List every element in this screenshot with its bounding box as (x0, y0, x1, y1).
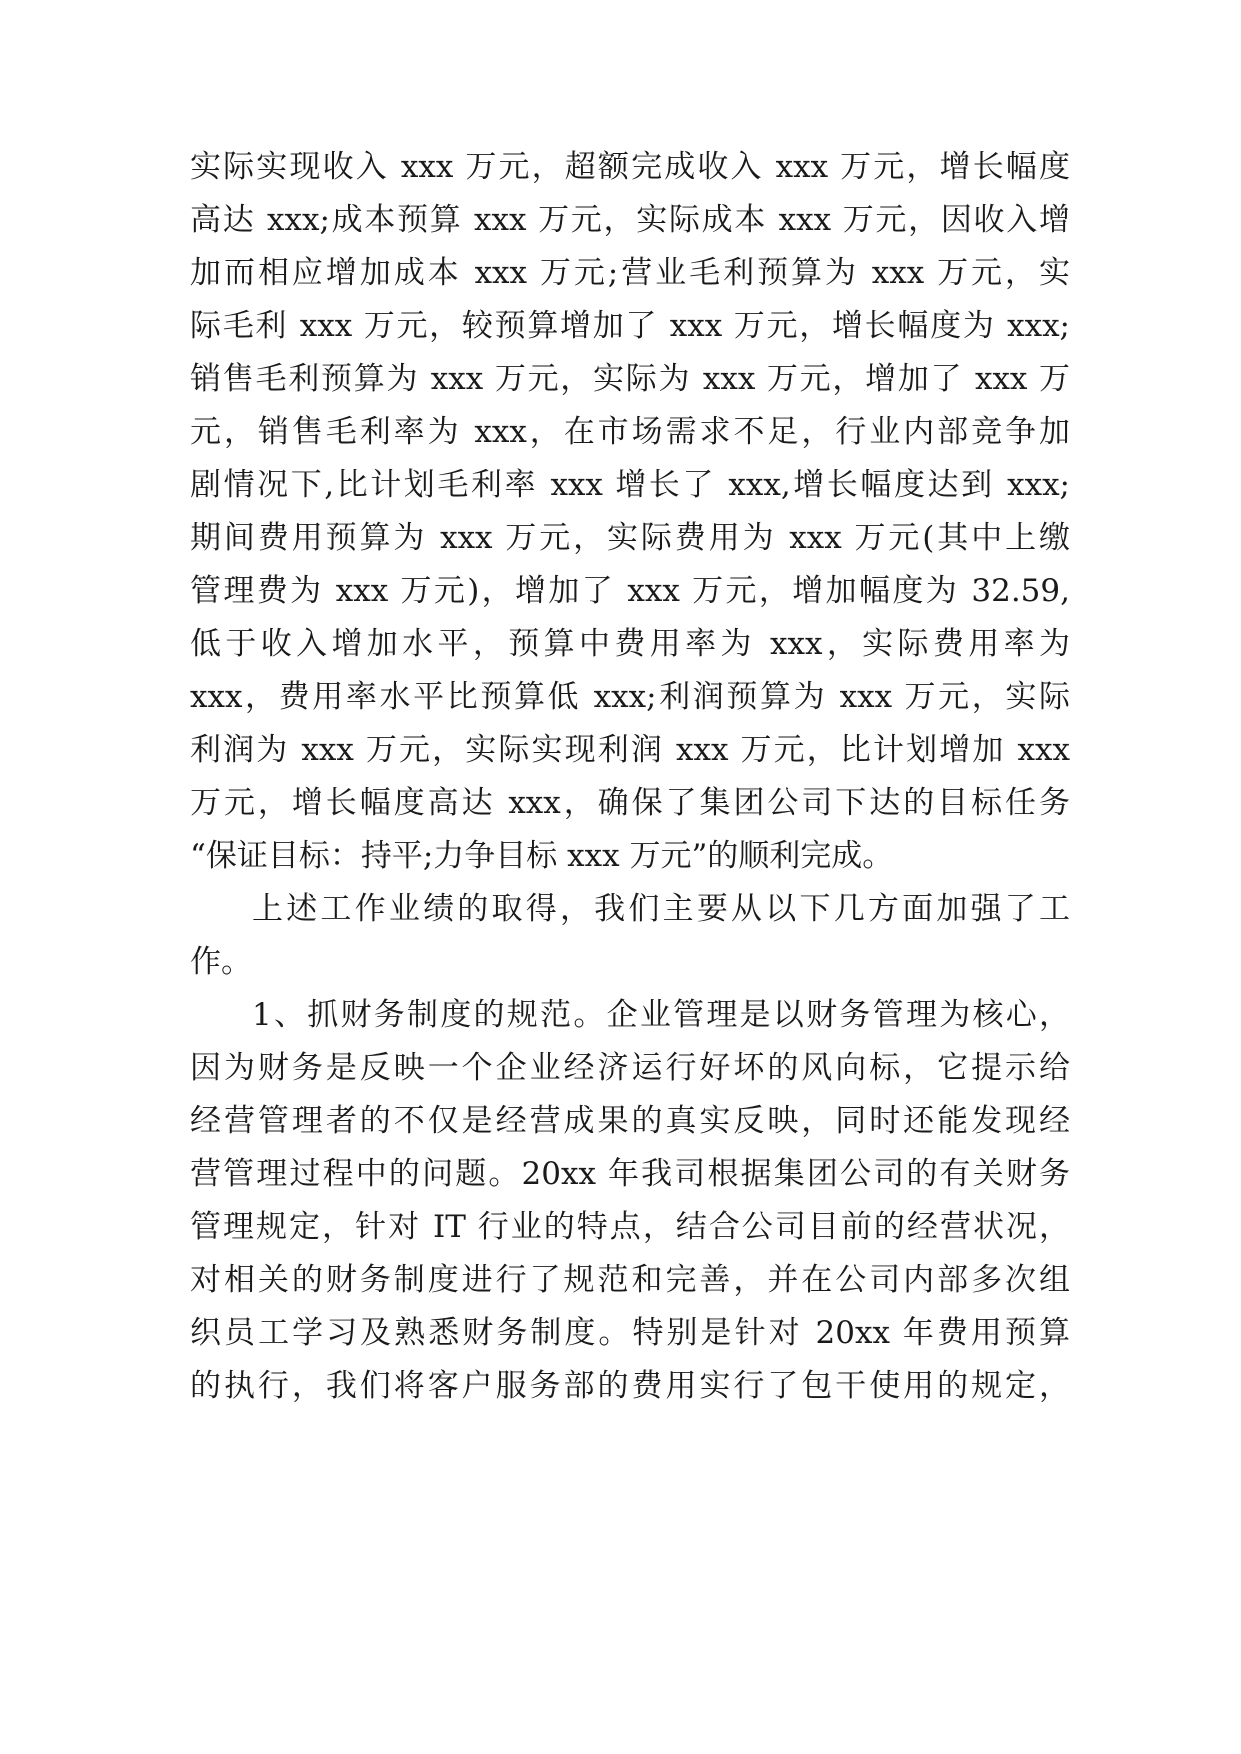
text-line: 高达 xxx;成本预算 xxx 万元，实际成本 xxx 万元，因收入增 (190, 202, 1070, 238)
text-line: 作。 (190, 944, 252, 980)
text-line: 管理规定，针对 IT 行业的特点，结合公司目前的经营状况， (190, 1209, 1070, 1245)
text-line: xxx，费用率水平比预算低 xxx;利润预算为 xxx 万元，实际 (190, 679, 1070, 715)
text-line: 剧情况下,比计划毛利率 xxx 增长了 xxx,增长幅度达到 xxx; (190, 467, 1070, 503)
text-line: 利润为 xxx 万元，实际实现利润 xxx 万元，比计划增加 xxx (190, 732, 1070, 768)
text-line: 上述工作业绩的取得，我们主要从以下几方面加强了工 (252, 891, 1070, 927)
text-line: 织员工学习及熟悉财务制度。特别是针对 20xx 年费用预算 (190, 1315, 1070, 1351)
text-line: 际毛利 xxx 万元，较预算增加了 xxx 万元，增长幅度为 xxx; (190, 308, 1070, 344)
text-line: 1、抓财务制度的规范。企业管理是以财务管理为核心， (252, 997, 1070, 1033)
text-line: 元，销售毛利率为 xxx，在市场需求不足，行业内部竞争加 (190, 414, 1070, 450)
text-line: “保证目标：持平;力争目标 xxx 万元”的顺利完成。 (190, 838, 894, 874)
text-line: 经营管理者的不仅是经营成果的真实反映，同时还能发现经 (190, 1103, 1070, 1139)
text-line: 因为财务是反映一个企业经济运行好坏的风向标，它提示给 (190, 1050, 1070, 1086)
text-line: 万元，增长幅度高达 xxx，确保了集团公司下达的目标任务 (190, 785, 1070, 821)
text-line: 营管理过程中的问题。20xx 年我司根据集团公司的有关财务 (190, 1156, 1070, 1192)
text-line: 对相关的财务制度进行了规范和完善，并在公司内部多次组 (190, 1262, 1070, 1298)
text-line: 加而相应增加成本 xxx 万元;营业毛利预算为 xxx 万元，实 (190, 255, 1070, 291)
text-line: 实际实现收入 xxx 万元，超额完成收入 xxx 万元，增长幅度 (190, 149, 1070, 185)
text-line: 低于收入增加水平，预算中费用率为 xxx，实际费用率为 (190, 626, 1070, 662)
text-line: 管理费为 xxx 万元)，增加了 xxx 万元，增加幅度为 32.59, (190, 573, 1070, 609)
text-line: 期间费用预算为 xxx 万元，实际费用为 xxx 万元(其中上缴 (190, 520, 1070, 556)
text-line: 的执行，我们将客户服务部的费用实行了包干使用的规定， (190, 1368, 1070, 1404)
text-line: 销售毛利预算为 xxx 万元，实际为 xxx 万元，增加了 xxx 万 (190, 361, 1070, 397)
